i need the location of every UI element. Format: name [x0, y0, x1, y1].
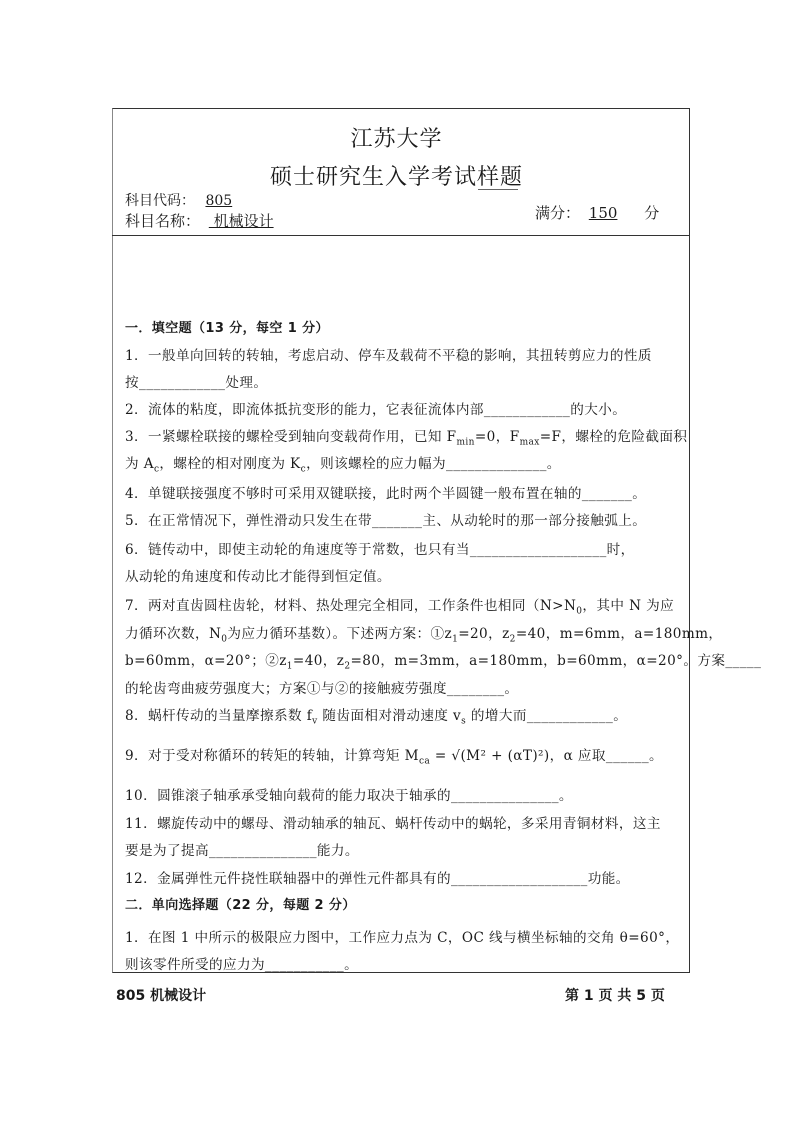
- subscript: 0: [576, 606, 583, 617]
- subscript: v: [312, 716, 318, 727]
- text-segment: 的增大而____________。: [466, 708, 628, 724]
- text-segment: 12．金属弹性元件挠性联轴器中的弹性元件都具有的___________________功能。: [125, 871, 630, 887]
- full-score: [535, 202, 659, 223]
- subscript: min: [456, 437, 475, 448]
- full-score-value: 150: [588, 204, 618, 222]
- text-segment: ，螺栓的相对刚度为 K: [159, 456, 301, 472]
- text-segment: = √(M² + (αT)²)，α 应取______。: [430, 748, 664, 764]
- section-heading: [125, 317, 329, 336]
- text-segment: 6．链传动中，即使主动轮的角速度等于常数，也只有当___________________时，: [125, 542, 635, 558]
- subscript: 0: [221, 634, 228, 645]
- subscript: c: [153, 464, 160, 475]
- text-segment: 要是为了提高_______________能力。: [125, 843, 359, 859]
- text-segment: 9．对于受对称循环的转矩的转轴，计算弯矩 M: [125, 748, 419, 764]
- text-segment: 则该零件所受的应力为___________。: [125, 957, 359, 973]
- question-line: [125, 565, 391, 585]
- subscript: ca: [418, 756, 431, 767]
- subject-code-value: 805: [205, 193, 233, 209]
- university-name: 江苏大学: [350, 127, 443, 152]
- section-heading: [125, 894, 356, 913]
- question-line: [125, 594, 674, 617]
- question-line: [125, 452, 561, 475]
- question-line: [125, 953, 358, 973]
- text-segment: =40，m=6mm，a=180mm，: [515, 626, 723, 642]
- text-segment: 8．蜗杆传动的当量摩擦系数 f: [125, 708, 313, 724]
- footer-subject: 805 机械设计: [116, 988, 207, 1004]
- text-segment: 2．流体的粘度，即流体抵抗变形的能力，它表征流体内部____________的大小。: [125, 402, 627, 418]
- text-segment: 11．螺旋传动中的螺母、滑动轴承的轴瓦、蜗杆传动中的蜗轮，多采用青铜材料，这主: [125, 816, 661, 832]
- text-segment: 从动轮的角速度和传动比才能得到恒定值。: [125, 569, 391, 585]
- question-line: [125, 812, 661, 832]
- question-line: [125, 704, 627, 727]
- question-line: [125, 926, 679, 946]
- text-segment: 二．单向选择题（22 分，每题 2 分）: [125, 898, 356, 913]
- text-segment: 4．单键联接强度不够时可采用双键联接，此时两个半圆键一般布置在轴的_______。: [125, 486, 647, 502]
- text-segment: 5．在正常情况下，弹性滑动只发生在带_______主、从动轮时的那一部分接触弧上。: [125, 513, 647, 529]
- title-underline: [478, 189, 518, 190]
- text-segment: 为应力循环基数）。下述两方案：①z: [227, 626, 453, 642]
- subject-name-label: 科目名称：: [125, 212, 201, 230]
- subscript: max: [519, 437, 540, 448]
- subscript: 2: [509, 634, 516, 645]
- text-segment: 10．圆锥滚子轴承承受轴向载荷的能力取决于轴承的_______________。: [125, 788, 573, 804]
- text-segment: 的轮齿弯曲疲劳强度大；方案①与②的接触疲劳强度________。: [125, 681, 519, 697]
- question-line: [125, 677, 518, 697]
- text-segment: 一．填空题（13 分，每空 1 分）: [125, 321, 329, 336]
- text-segment: =20，z: [458, 626, 510, 642]
- subject-code: [125, 190, 232, 210]
- question-line: [125, 649, 761, 672]
- text-segment: 为 A: [125, 456, 154, 472]
- question-line: [125, 344, 652, 364]
- header-divider: [112, 235, 690, 236]
- subscript: 2: [344, 661, 351, 672]
- full-score-unit: 分: [644, 204, 660, 222]
- text-segment: ，则该螺栓的应力幅为______________。: [306, 456, 561, 472]
- text-segment: 随齿面相对滑动速度 v: [317, 708, 462, 724]
- question-line: [125, 398, 626, 418]
- subscript: c: [300, 464, 307, 475]
- text-segment: =80，m=3mm，a=180mm，b=60mm，α=20°。方案_____: [350, 653, 762, 669]
- subscript: 1: [286, 661, 293, 672]
- question-line: [125, 622, 722, 645]
- question-line: [125, 482, 646, 502]
- text-segment: ，其中 N 为应: [582, 598, 675, 614]
- question-line: [125, 784, 573, 804]
- text-segment: 按____________处理。: [125, 375, 268, 391]
- full-score-label: 满分：: [535, 204, 581, 222]
- text-segment: 1．一般单向回转的转轴，考虑启动、停车及载荷不平稳的影响，其扭转剪应力的性质: [125, 348, 652, 364]
- question-line: [125, 744, 663, 767]
- subscript: s: [461, 716, 467, 727]
- text-segment: b=60mm，α=20°；②z: [125, 653, 287, 669]
- text-segment: 力循环次数，N: [125, 626, 222, 642]
- text-segment: 3．一紧螺栓联接的螺栓受到轴向变载荷作用，已知 F: [125, 429, 457, 445]
- subject-name: [125, 210, 274, 231]
- question-line: [125, 867, 630, 887]
- question-line: [125, 839, 359, 859]
- footer-page-number: 第 1 页 共 5 页: [565, 988, 665, 1004]
- question-line: [125, 371, 267, 391]
- subject-name-value: 机械设计: [208, 212, 274, 230]
- text-segment: 1．在图 1 中所示的极限应力图中，工作应力点为 C，OC 线与横坐标轴的交角 θ=60°，: [125, 930, 680, 946]
- text-segment: =0，F: [474, 429, 520, 445]
- question-line: [125, 538, 635, 558]
- question-line: [125, 425, 687, 448]
- text-segment: =40，z: [292, 653, 345, 669]
- subject-code-label: 科目代码：: [125, 193, 195, 209]
- exam-title: 硕士研究生入学考试样题: [269, 165, 523, 190]
- text-segment: 7．两对直齿圆柱齿轮，材料、热处理完全相同，工作条件也相同（N>N: [125, 598, 577, 614]
- text-segment: =F，螺栓的危险截面积: [539, 429, 688, 445]
- subscript: 1: [452, 634, 459, 645]
- question-line: [125, 509, 646, 529]
